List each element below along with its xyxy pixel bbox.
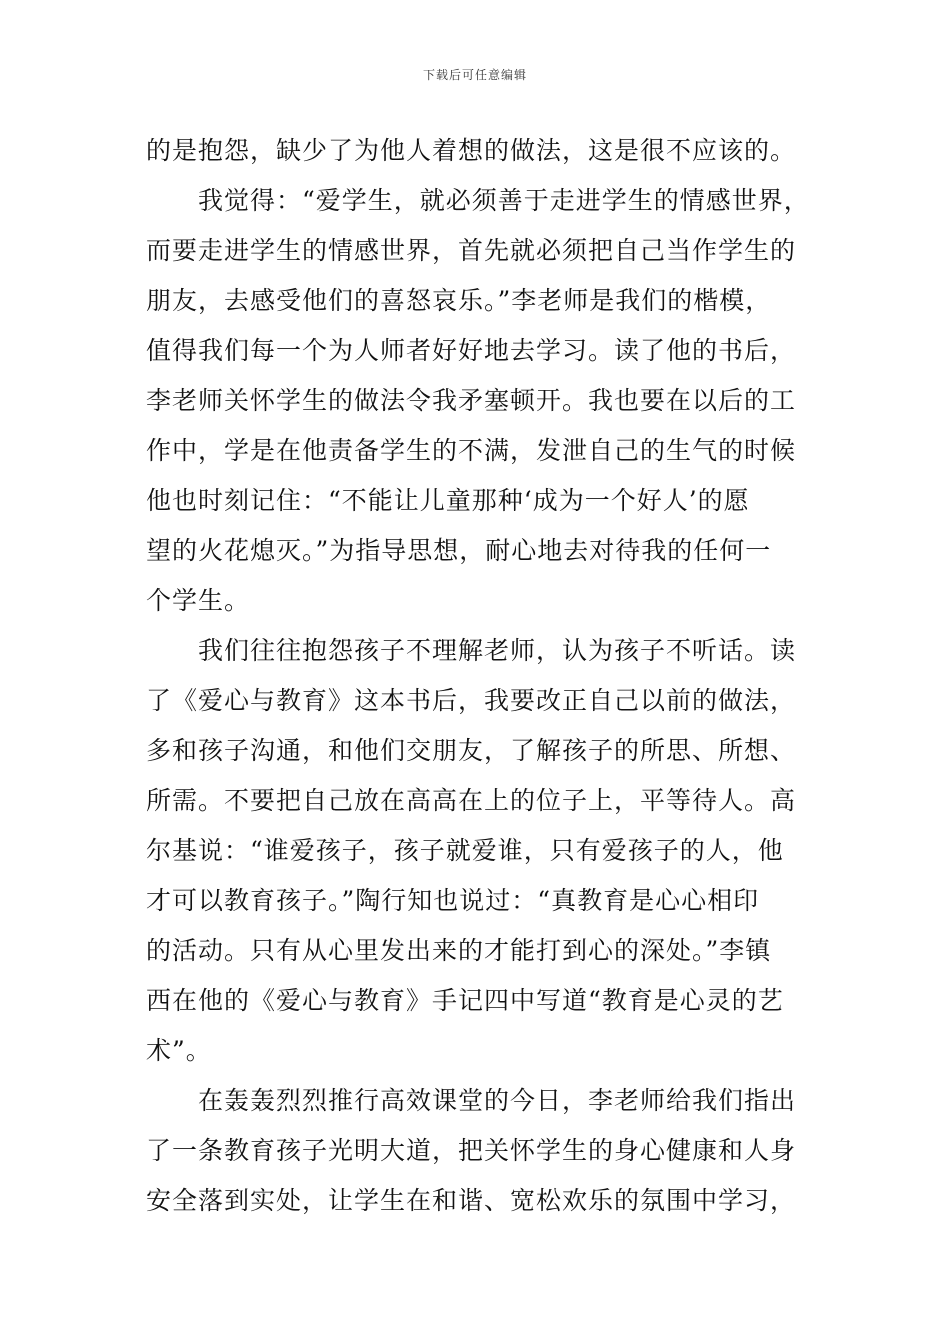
- text-line: 才可以教育孩子。”陶行知也说过：“真教育是心心相印: [146, 886, 760, 915]
- text-line: 西在他的《爱心与教育》手记四中写道“教育是心灵的艺: [146, 986, 784, 1015]
- text-line: 在轰轰烈烈推行高效课堂的今日，李老师给我们指出: [146, 1086, 797, 1115]
- text-line: 李老师关怀学生的做法令我矛塞顿开。我也要在以后的工: [146, 386, 797, 415]
- text-line: 了《爱心与教育》这本书后，我要改正自己以前的做法，: [146, 686, 797, 715]
- text-line: 而要走进学生的情感世界，首先就必须把自己当作学生的: [146, 236, 797, 265]
- document-body: [146, 126, 846, 1226]
- text-line: 的是抱怨，缺少了为他人着想的做法，这是很不应该的。: [146, 136, 797, 165]
- text-line: 了一条教育孩子光明大道，把关怀学生的身心健康和人身: [146, 1136, 797, 1165]
- text-line: 值得我们每一个为人师者好好地去学习。读了他的书后，: [146, 336, 797, 365]
- text-line: 我觉得：“爱学生，就必须善于走进学生的情感世界，: [146, 186, 810, 215]
- text-line: 个学生。: [146, 586, 251, 615]
- text-line: 我们往往抱怨孩子不理解老师，认为孩子不听话。读: [146, 636, 797, 665]
- text-line: 所需。不要把自己放在高高在上的位子上，平等待人。高: [146, 786, 797, 815]
- text-line: 多和孩子沟通，和他们交朋友，了解孩子的所思、所想、: [146, 736, 797, 765]
- text-line: 他也时刻记住：“不能让儿童那种‘成为一个好人’的愿: [146, 486, 750, 515]
- text-line: 尔基说：“谁爱孩子，孩子就爱谁，只有爱孩子的人，他: [146, 836, 784, 865]
- text-line: 术”。: [146, 1036, 212, 1065]
- text-line: 的活动。只有从心里发出来的才能打到心的深处。”李镇: [146, 936, 772, 965]
- text-line: 作中，学是在他责备学生的不满，发泄自己的生气的时候: [146, 436, 797, 465]
- text-line: 朋友，去感受他们的喜怒哀乐。”李老师是我们的楷模，: [146, 286, 772, 315]
- text-line: 望的火花熄灭。”为指导思想，耐心地去对待我的任何一: [146, 536, 772, 565]
- page-header: 下载后可任意编辑: [422, 68, 527, 82]
- text-line: 安全落到实处，让学生在和谐、宽松欢乐的氛围中学习，: [146, 1186, 797, 1215]
